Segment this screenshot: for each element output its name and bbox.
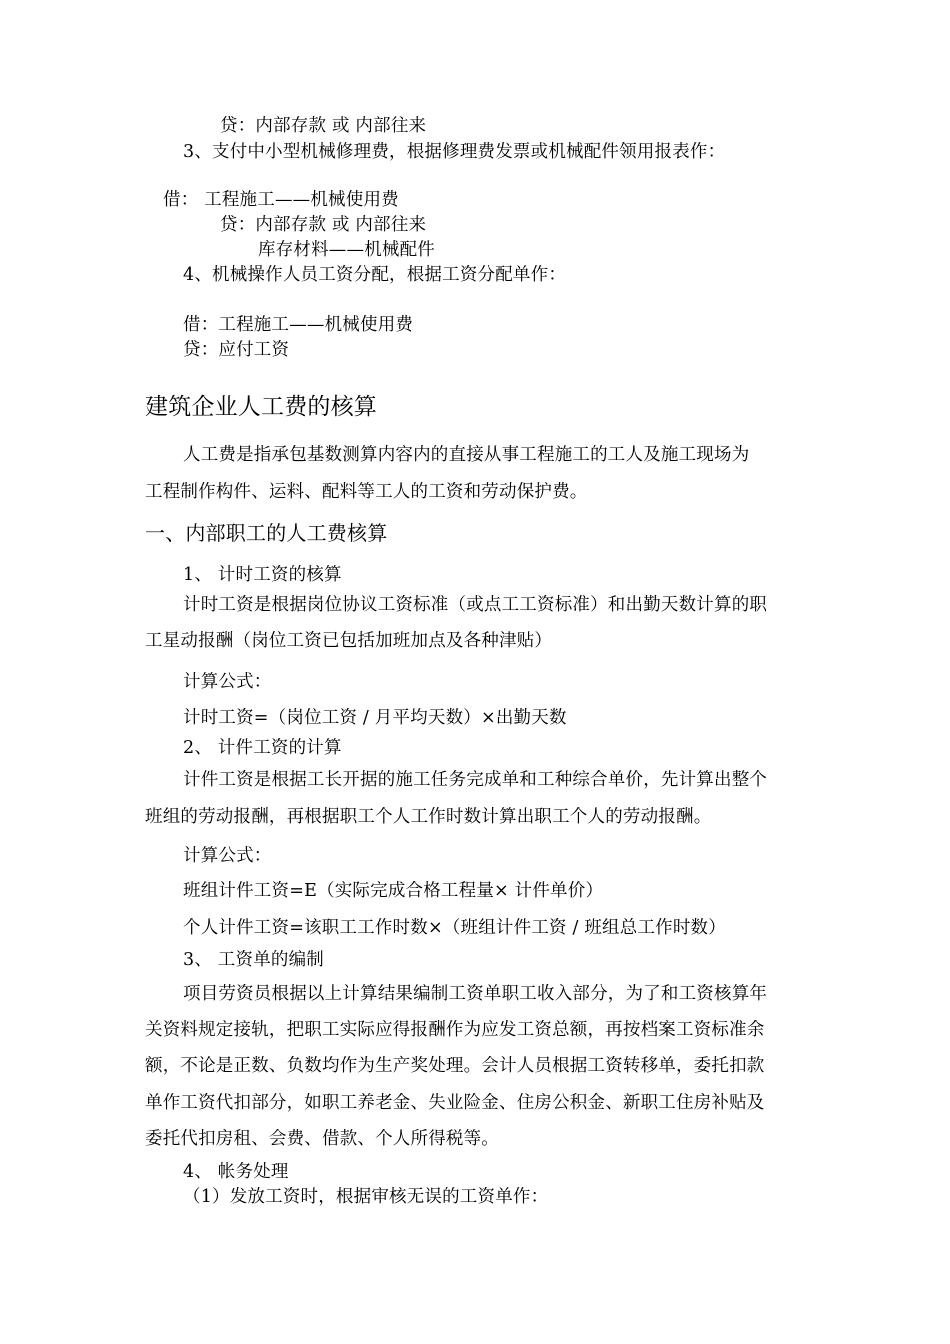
item-heading: 1、 计时工资的核算 [183,565,342,585]
item-3-repair-fee: 3、支付中小型机械修理费，根据修理费发票或机械配件领用报表作： [183,142,726,162]
entry-credit-line: 贷：内部存款 或 内部往来 [220,116,427,136]
item-heading: 3、 工资单的编制 [183,950,324,970]
paragraph-line: 工程制作构件、运料、配料等工人的工资和劳动保护费。 [145,482,588,502]
formula: 计时工资=（岗位工资 / 月平均天数）×出勤天数 [183,708,567,728]
item-heading: 2、 计件工资的计算 [183,738,342,758]
entry-credit-line: 贷：应付工资 [183,340,290,360]
formula: 班组计件工资=E（实际完成合格工程量× 计件单价） [183,881,604,901]
subsection-title: 一、内部职工的人工费核算 [145,521,388,545]
entry-debit-line: 借：工程施工——机械使用费 [183,315,414,335]
entry-debit-line: 借： 工程施工——机械使用费 [163,190,399,210]
paragraph-line: 委托代扣房租、会费、借款、个人所得税等。 [145,1129,499,1149]
item-heading: 4、 帐务处理 [183,1162,289,1182]
entry-credit-line: 库存材料——机械配件 [258,240,435,260]
paragraph-line: 计时工资是根据岗位协议工资标准（或点工工资标准）和出勤天数计算的职 [183,595,768,615]
item-4-wage-allocation: 4、机械操作人员工资分配，根据工资分配单作： [183,265,567,285]
formula-label: 计算公式： [183,846,272,866]
paragraph-line: 单作工资代扣部分，如职工养老金、失业险金、住房公积金、新职工住房补贴及 [145,1093,765,1113]
paragraph-line: 工星动报酬（岗位工资已包括加班加点及各种津贴） [145,631,553,651]
section-heading: 建筑企业人工费的核算 [145,394,377,420]
entry-credit-line: 贷：内部存款 或 内部往来 [220,215,427,235]
formula-label: 计算公式： [183,672,272,692]
paragraph-line: 项目劳资员根据以上计算结果编制工资单职工收入部分，为了和工资核算年 [183,984,768,1004]
paragraph-line: 关资料规定接轨，把职工实际应得报酬作为应发工资总额，再按档案工资标准余 [145,1020,765,1040]
formula: 个人计件工资=该职工工作时数×（班组计件工资 / 班组总工作时数） [183,918,726,938]
paragraph-line: 额，不论是正数、负数均作为生产奖处理。会计人员根据工资转移单，委托扣款 [145,1056,765,1076]
paragraph-line: 班组的劳动报酬，再根据职工个人工作时数计算出职工个人的劳动报酬。 [145,807,712,827]
paragraph-line: 人工费是指承包基数测算内容内的直接从事工程施工的工人及施工现场为 [183,445,750,465]
paragraph-line: 计件工资是根据工长开据的施工任务完成单和工种综合单价，先计算出整个 [183,770,768,790]
paragraph-line: （1）发放工资时，根据审核无误的工资单作： [183,1187,549,1207]
